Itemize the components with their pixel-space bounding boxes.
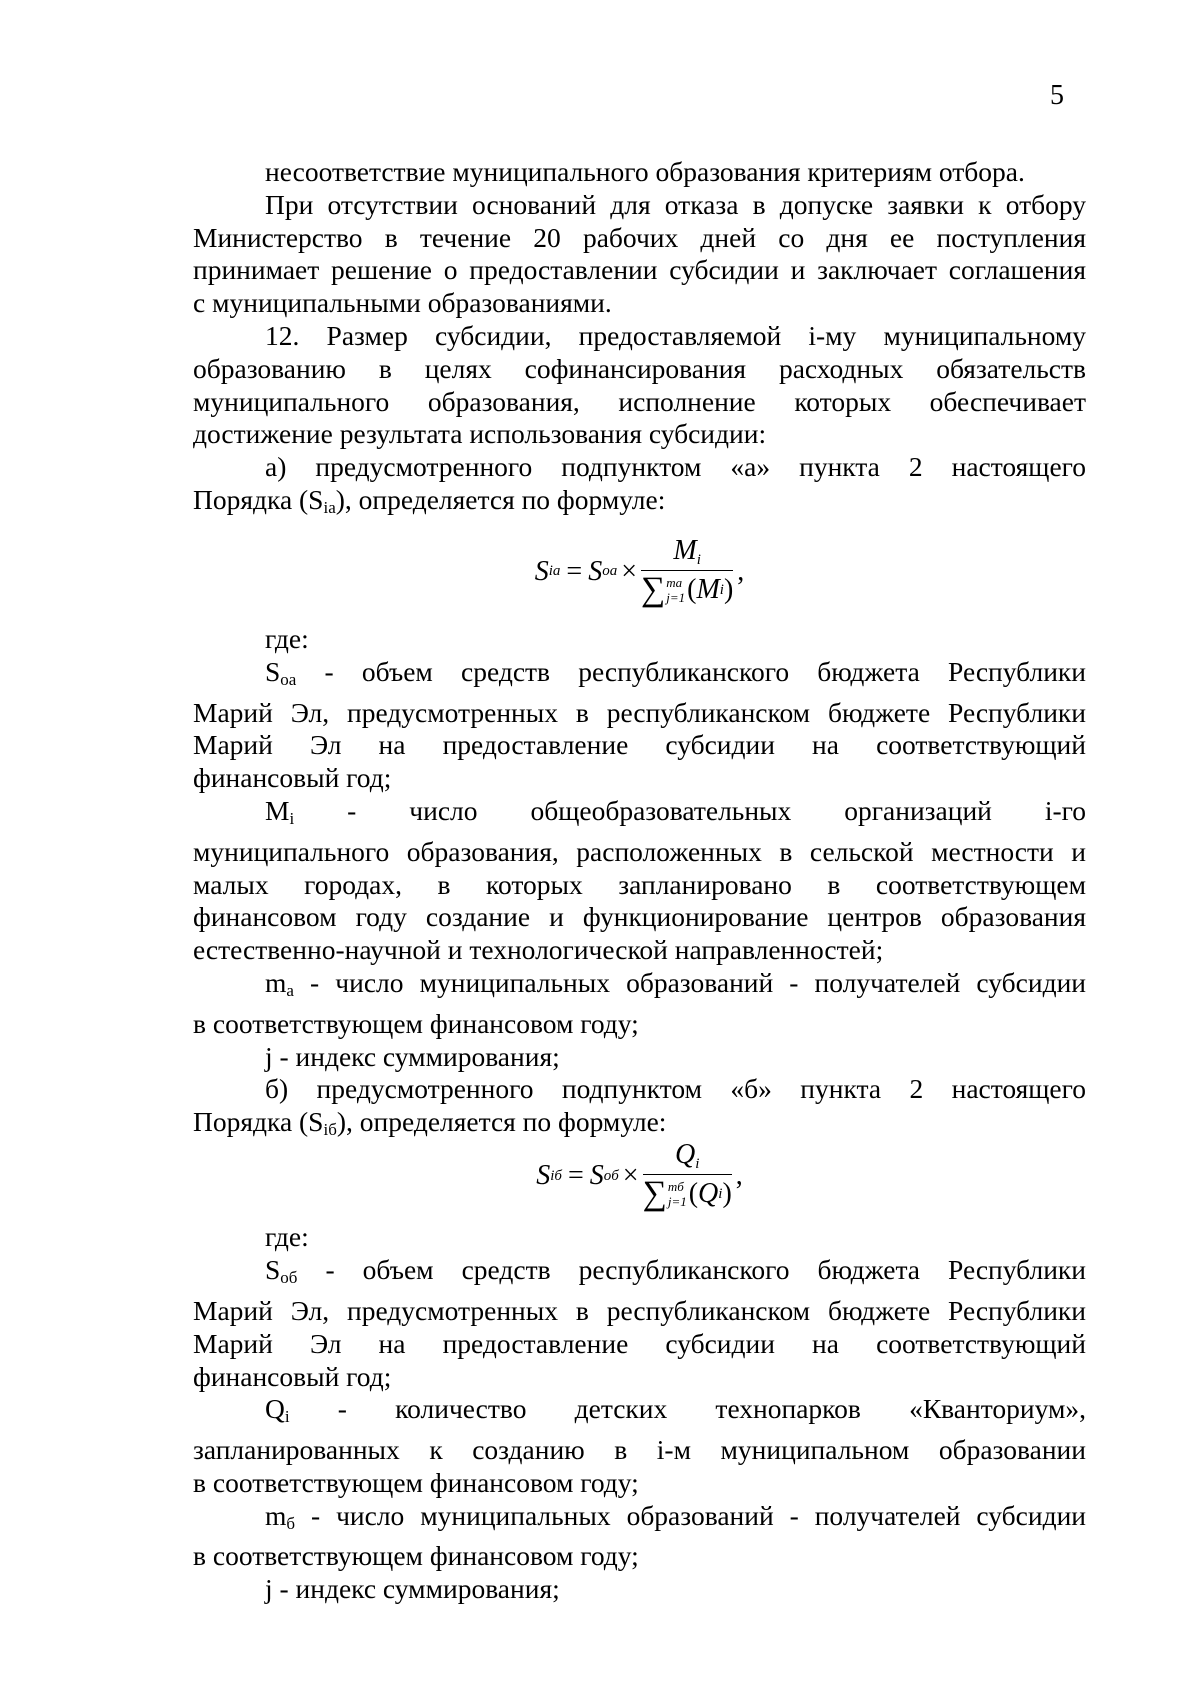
text-line: финансовый год; xyxy=(193,762,392,794)
paragraph-no-grounds xyxy=(193,189,1086,320)
text-line: Порядка $(S_{ia})$, определяется по формуле: xyxy=(193,483,666,517)
text-line: в соответствующем финансовом году; xyxy=(193,1466,639,1498)
text-line: Министерство в течение 20 рабочих дней со дня ее поступления xyxy=(193,221,1086,253)
where-label: где: xyxy=(265,623,309,655)
sigma-symbol: ∑ xyxy=(640,571,666,609)
text-line: естественно-научной и технологической направленностей; xyxy=(193,934,884,966)
page-number: 5 xyxy=(1050,80,1064,111)
text-line: Марий Эл, предусмотренных в республиканском бюджете Республики xyxy=(193,1294,1086,1326)
paragraph-b xyxy=(193,1073,1086,1147)
formula-a: S ia = S oa × $M_i$ ∑ ma j=1 ( M i ) , xyxy=(534,534,745,609)
text-line: финансовый год; xyxy=(193,1360,392,1392)
text-line: 12. Размер субсидии, предоставляемой i-му муниципальному xyxy=(265,319,1086,351)
text-line: запланированных к созданию в i-м муниципальном образовании xyxy=(193,1434,1086,1466)
paragraph-12 xyxy=(193,320,1086,451)
text-line: принимает решение о предоставлении субсидии и заключает соглашения xyxy=(193,254,1086,286)
fraction: $Q_i$ ∑ mб j=1 ( Q i ) xyxy=(642,1139,732,1213)
definition-ma xyxy=(193,967,1086,1041)
text-line: Порядка $(S_{iб})$, определяется по формуле: xyxy=(193,1106,667,1140)
text-line: $m_a$ - число муниципальных образований - получателей субсидии xyxy=(265,967,1086,1001)
definition-soa xyxy=(193,656,1086,795)
definition-j: j - индекс суммирования; xyxy=(265,1573,560,1605)
definition-mi xyxy=(193,795,1086,967)
text-line: $S_{oб}$ - объем средств республиканского бюджета Республики xyxy=(265,1254,1086,1288)
text-line: При отсутствии оснований для отказа в допуске заявки к отбору xyxy=(265,188,1086,220)
text-line: достижение результата использования субсидии: xyxy=(193,418,767,450)
text-line: муниципального образования, расположенных в сельской местности и xyxy=(193,835,1086,867)
formula-b: S iб = S oб × $Q_i$ ∑ mб j=1 ( Q i ) , xyxy=(536,1139,743,1213)
text-line: $Q_i$ - количество детских технопарков «Кванториум», xyxy=(265,1393,1086,1427)
paragraph-criteria xyxy=(193,156,1086,189)
text-line: с муниципальными образованиями. xyxy=(193,287,612,319)
text-line: а) предусмотренного подпунктом «а» пункта 2 настоящего xyxy=(265,451,1086,483)
text-line: б) предусмотренного подпунктом «б» пункта 2 настоящего xyxy=(265,1073,1086,1105)
text-line: $M_i$ - число общеобразовательных организаций i-го xyxy=(265,795,1086,829)
definition-j: j - индекс суммирования; xyxy=(265,1040,560,1072)
document-body xyxy=(193,156,1086,1606)
fraction: $M_i$ ∑ ma j=1 ( M i ) xyxy=(640,534,734,609)
text-line: $m_б$ - число муниципальных образований - получателей субсидии xyxy=(265,1499,1086,1533)
text-line: образованию в целях софинансирования расходных обязательств xyxy=(193,352,1086,384)
text-line: муниципального образования, исполнение которых обеспечивает xyxy=(193,385,1086,417)
definition-sob xyxy=(193,1254,1086,1393)
definition-mb xyxy=(193,1500,1086,1574)
where-label: где: xyxy=(265,1221,309,1253)
text-line: $S_{oa}$ - объем средств республиканского бюджета Республики xyxy=(265,655,1086,689)
paragraph-a xyxy=(193,451,1086,525)
text-line: Марий Эл на предоставление субсидии на соответствующий xyxy=(193,1327,1086,1359)
text-line: малых городах, в которых запланировано в соответствующем xyxy=(193,868,1086,900)
definition-qi xyxy=(193,1393,1086,1499)
text-line: несоответствие муниципального образования критериям отбора. xyxy=(265,156,1025,187)
text-line: Марий Эл, предусмотренных в республиканском бюджете Республики xyxy=(193,696,1086,728)
text-line: финансовом году создание и функционирование центров образования xyxy=(193,901,1086,933)
text-line: Марий Эл на предоставление субсидии на соответствующий xyxy=(193,729,1086,761)
sigma-symbol: ∑ xyxy=(642,1175,667,1213)
text-line: в соответствующем финансовом году; xyxy=(193,1540,639,1572)
text-line: в соответствующем финансовом году; xyxy=(193,1007,639,1039)
